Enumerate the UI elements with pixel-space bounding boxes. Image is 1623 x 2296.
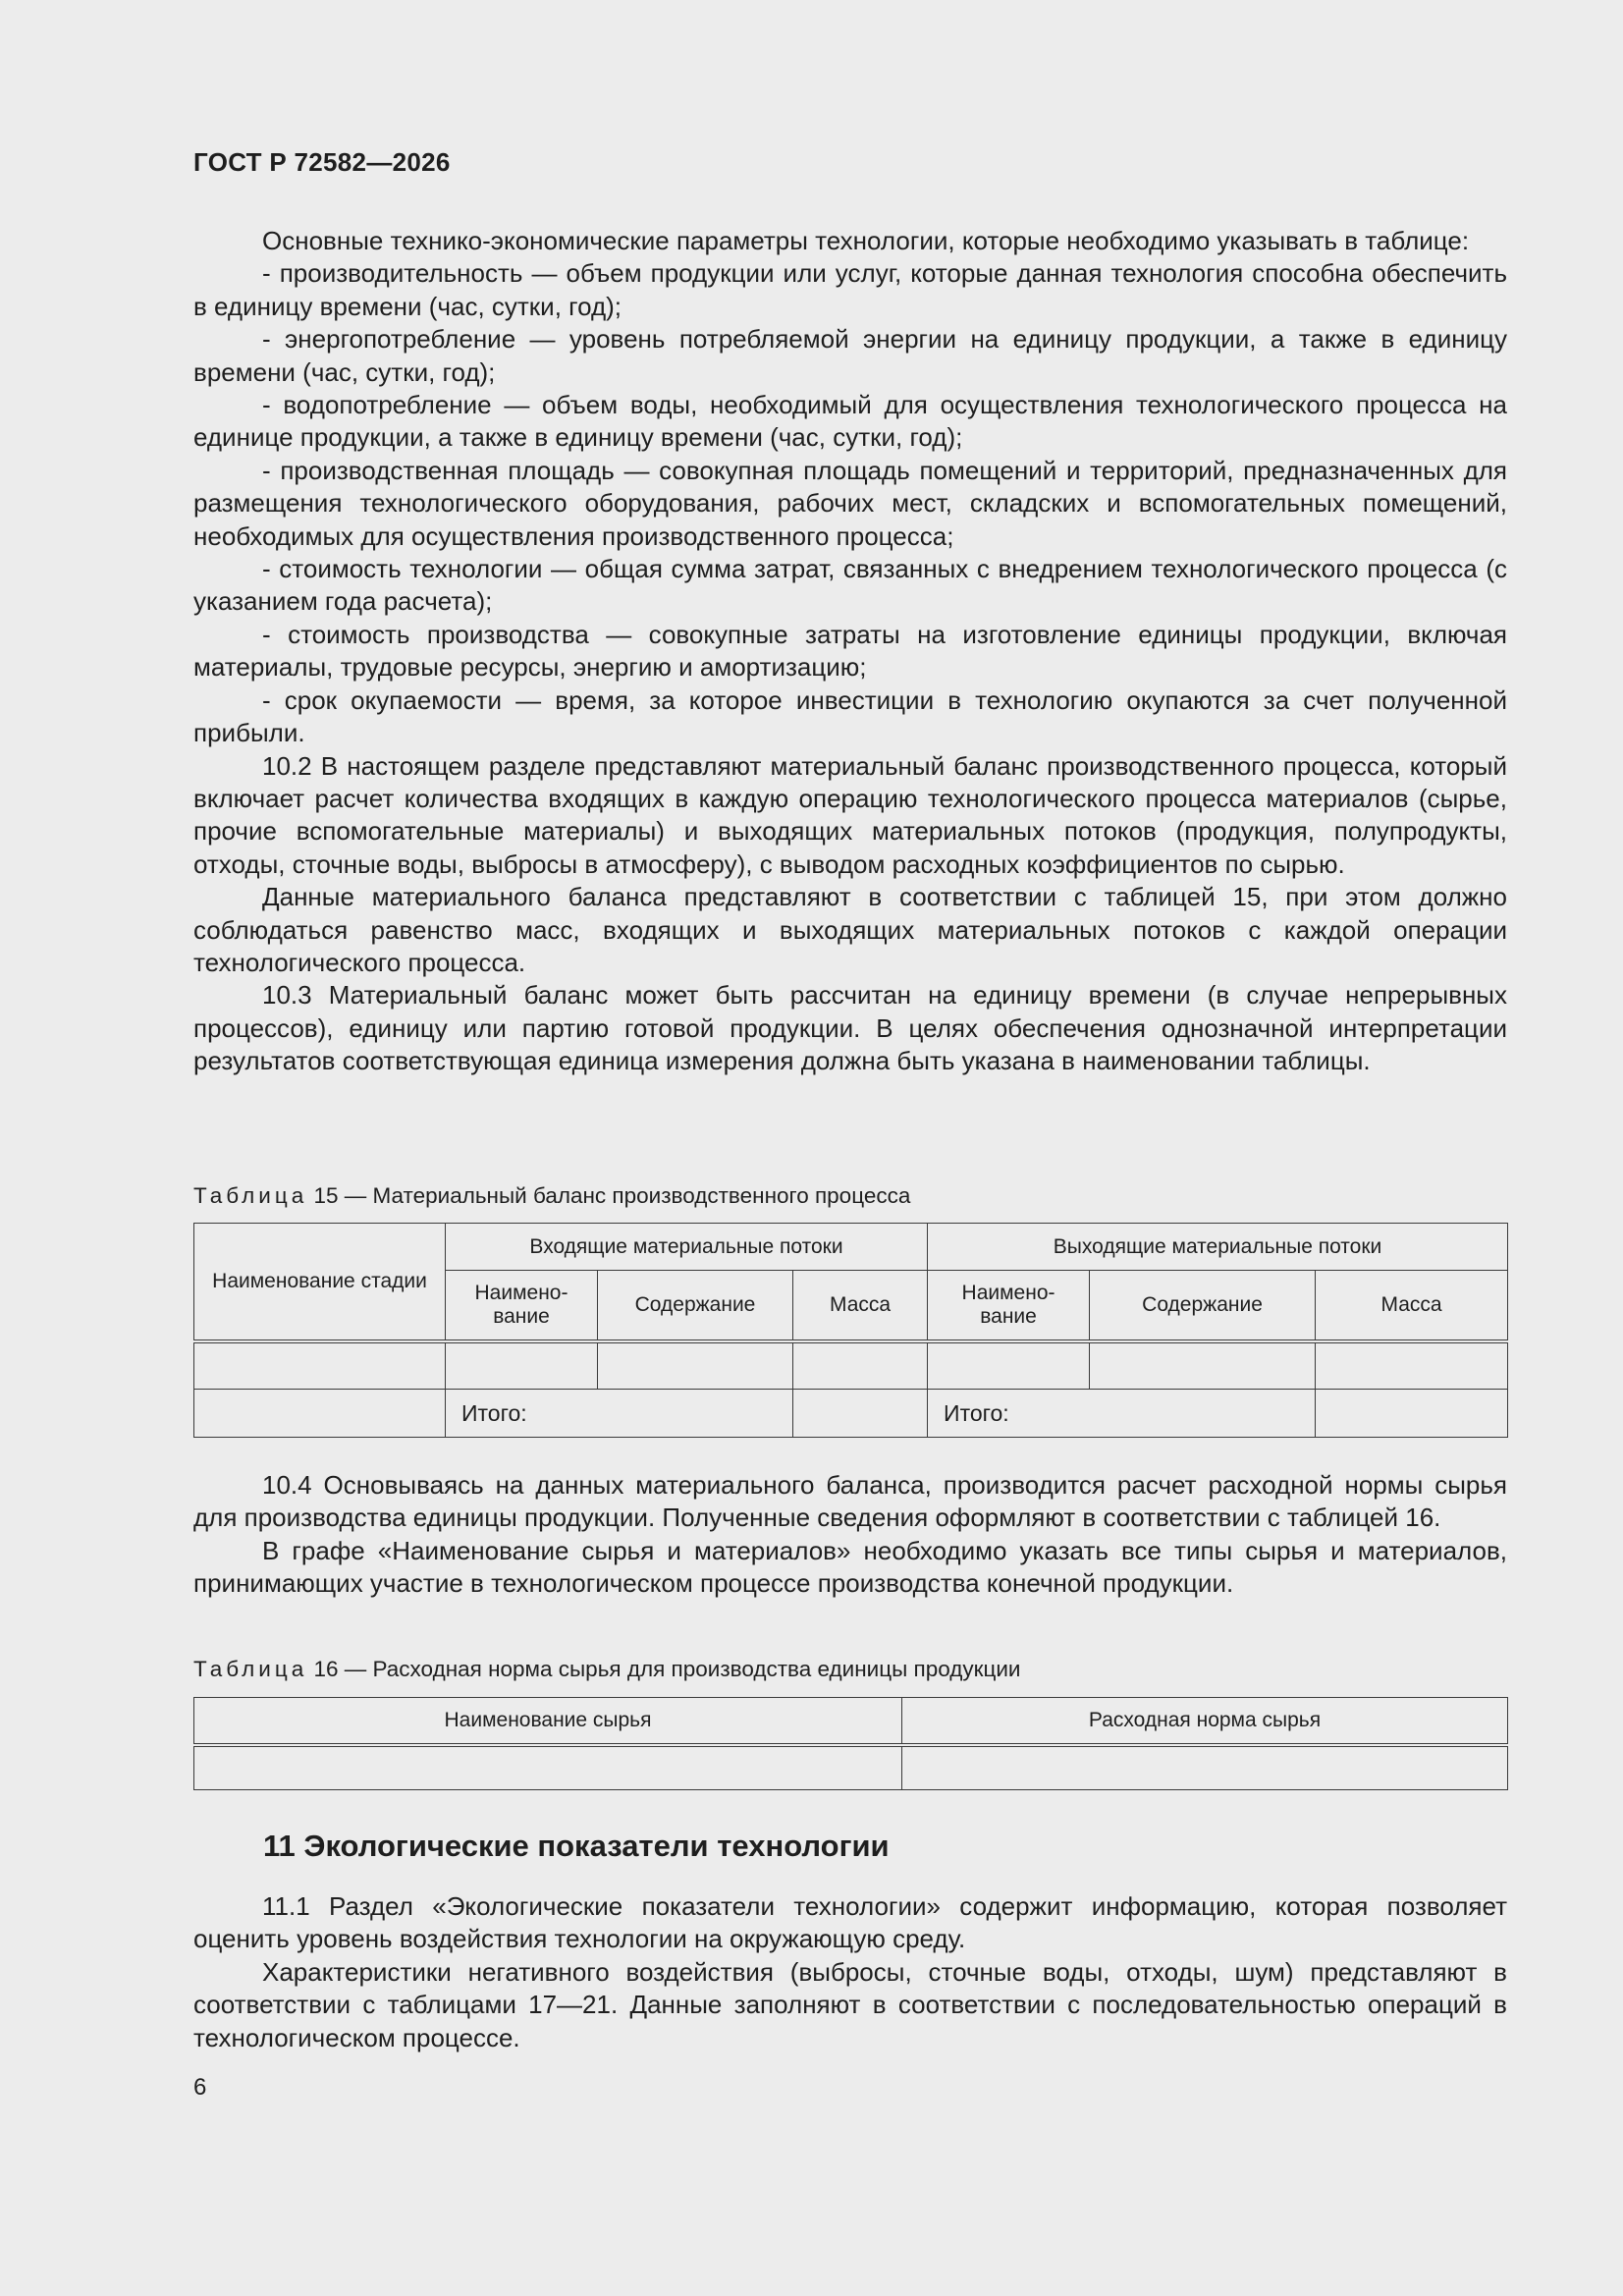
caption-label: Таблица bbox=[193, 1657, 308, 1681]
table-15 bbox=[193, 1223, 1508, 1438]
header-out-name: Наимено-вание bbox=[928, 1271, 1090, 1341]
paragraph-10-2: 10.2 В настоящем разделе представляют материальный баланс производственного процесса, который включает расчет количества входящих в каждую операцию технологического процесса материалов (сырье, прочие вспомогательные материалы) и выходящих материальных потоков (продукция, полупродукты, отходы, сточные воды, выбросы в атмосферу), с выводом расходных коэффициентов по сырью. bbox=[193, 750, 1507, 879]
list-item: - стоимость производства — совокупные затраты на изготовление единицы продукции, включая материалы, трудовые ресурсы, энергию и амортизацию; bbox=[193, 619, 1507, 683]
header-in-mass: Масса bbox=[793, 1271, 928, 1341]
table-cell bbox=[194, 1745, 902, 1790]
table-cell bbox=[598, 1341, 793, 1390]
table-15-caption bbox=[193, 1182, 910, 1210]
text-block-parameters bbox=[193, 225, 1507, 1078]
page-number: 6 bbox=[193, 2074, 207, 2101]
paragraph: В графе «Наименование сырья и материалов» необходимо указать все типы сырья и материалов, принимающих участие в технологическом процессе производства конечной продукции. bbox=[193, 1535, 1507, 1599]
list-item: - водопотребление — объем воды, необходимый для осуществления технологического процесса на единице продукции, а также в единицу времени (час, сутки, год); bbox=[193, 390, 1507, 453]
text-block-section-11 bbox=[193, 1890, 1507, 2054]
paragraph: Основные технико-экономические параметры технологии, которые необходимо указывать в таблице: bbox=[262, 226, 1470, 255]
list-item: - производственная площадь — совокупная площадь помещений и территорий, предназначенных для размещения технологического оборудования, рабочих мест, складских и вспомогательных помещений, необходимых для осуществления производственного процесса; bbox=[193, 455, 1507, 551]
paragraph-10-3: 10.3 Материальный баланс может быть рассчитан на единицу времени (в случае непрерывных процессов), единицу или партию готовой продукции. В целях обеспечения однозначной интерпретации результатов соответствующая единица измерения должна быть указана в наименовании таблицы. bbox=[193, 980, 1507, 1076]
list-item: - производительность — объем продукции или услуг, которые данная технология способна обеспечить в единицу времени (час, сутки, год); bbox=[193, 258, 1507, 321]
table-cell bbox=[793, 1341, 928, 1390]
table-cell bbox=[1316, 1341, 1508, 1390]
total-out-label: Итого: bbox=[928, 1390, 1316, 1438]
table-row bbox=[194, 1745, 1508, 1790]
document-code: ГОСТ Р 72582—2026 bbox=[193, 147, 451, 177]
header-out-mass: Масса bbox=[1316, 1271, 1508, 1341]
table-cell bbox=[194, 1390, 446, 1438]
table-total-row bbox=[194, 1390, 1508, 1438]
paragraph-11-1: 11.1 Раздел «Экологические показатели технологии» содержит информацию, которая позволяет оценить уровень воздействия технологии на окружающую среду. bbox=[193, 1891, 1507, 1954]
table-row bbox=[194, 1341, 1508, 1390]
paragraph: Данные материального баланса представляют в соответствии с таблицей 15, при этом должно соблюдаться равенство масс, входящих и выходящих материальных потоков с каждой операции технологического процесса. bbox=[193, 882, 1507, 977]
header-in-content: Содержание bbox=[598, 1271, 793, 1341]
header-out-content: Содержание bbox=[1090, 1271, 1316, 1341]
table-cell bbox=[928, 1341, 1090, 1390]
header-incoming: Входящие материальные потоки bbox=[446, 1224, 928, 1271]
total-in-label: Итого: bbox=[446, 1390, 793, 1438]
section-heading: 11 Экологические показатели технологии bbox=[263, 1829, 890, 1863]
header-consumption-norm: Расходная норма сырья bbox=[902, 1698, 1508, 1745]
header-outgoing: Выходящие материальные потоки bbox=[928, 1224, 1508, 1271]
header-stage: Наименование стадии bbox=[194, 1224, 446, 1341]
table-cell bbox=[446, 1341, 598, 1390]
text-block-10-4 bbox=[193, 1469, 1507, 1601]
caption-text: 16 — Расходная норма сырья для производства единицы продукции bbox=[313, 1657, 1021, 1681]
list-item: - энергопотребление — уровень потребляемой энергии на единицу продукции, а также в единицу времени (час, сутки, год); bbox=[193, 324, 1507, 387]
list-item: - срок окупаемости — время, за которое инвестиции в технологию окупаются за счет полученной прибыли. bbox=[193, 684, 1507, 748]
table-cell bbox=[793, 1390, 928, 1438]
table-cell bbox=[902, 1745, 1508, 1790]
header-raw-material: Наименование сырья bbox=[194, 1698, 902, 1745]
header-in-name: Наимено-вание bbox=[446, 1271, 598, 1341]
caption-text: 15 — Материальный баланс производственного процесса bbox=[313, 1183, 911, 1208]
paragraph: Характеристики негативного воздействия (выбросы, сточные воды, отходы, шум) представляют в соответствии с таблицами 17—21. Данные заполняют в соответствии с последовательностью операций в технологическом процессе. bbox=[193, 1956, 1507, 2052]
table-16 bbox=[193, 1697, 1508, 1790]
table-16-caption bbox=[193, 1656, 1021, 1683]
table-cell bbox=[1316, 1390, 1508, 1438]
list-item: - стоимость технологии — общая сумма затрат, связанных с внедрением технологического процесса (с указанием года расчета); bbox=[193, 554, 1507, 617]
caption-label: Таблица bbox=[193, 1183, 308, 1208]
table-cell bbox=[194, 1341, 446, 1390]
table-cell bbox=[1090, 1341, 1316, 1390]
paragraph-10-4: 10.4 Основываясь на данных материального баланса, производится расчет расходной нормы сырья для производства единицы продукции. Полученные сведения оформляют в соответствии с таблицей 16. bbox=[193, 1470, 1507, 1533]
